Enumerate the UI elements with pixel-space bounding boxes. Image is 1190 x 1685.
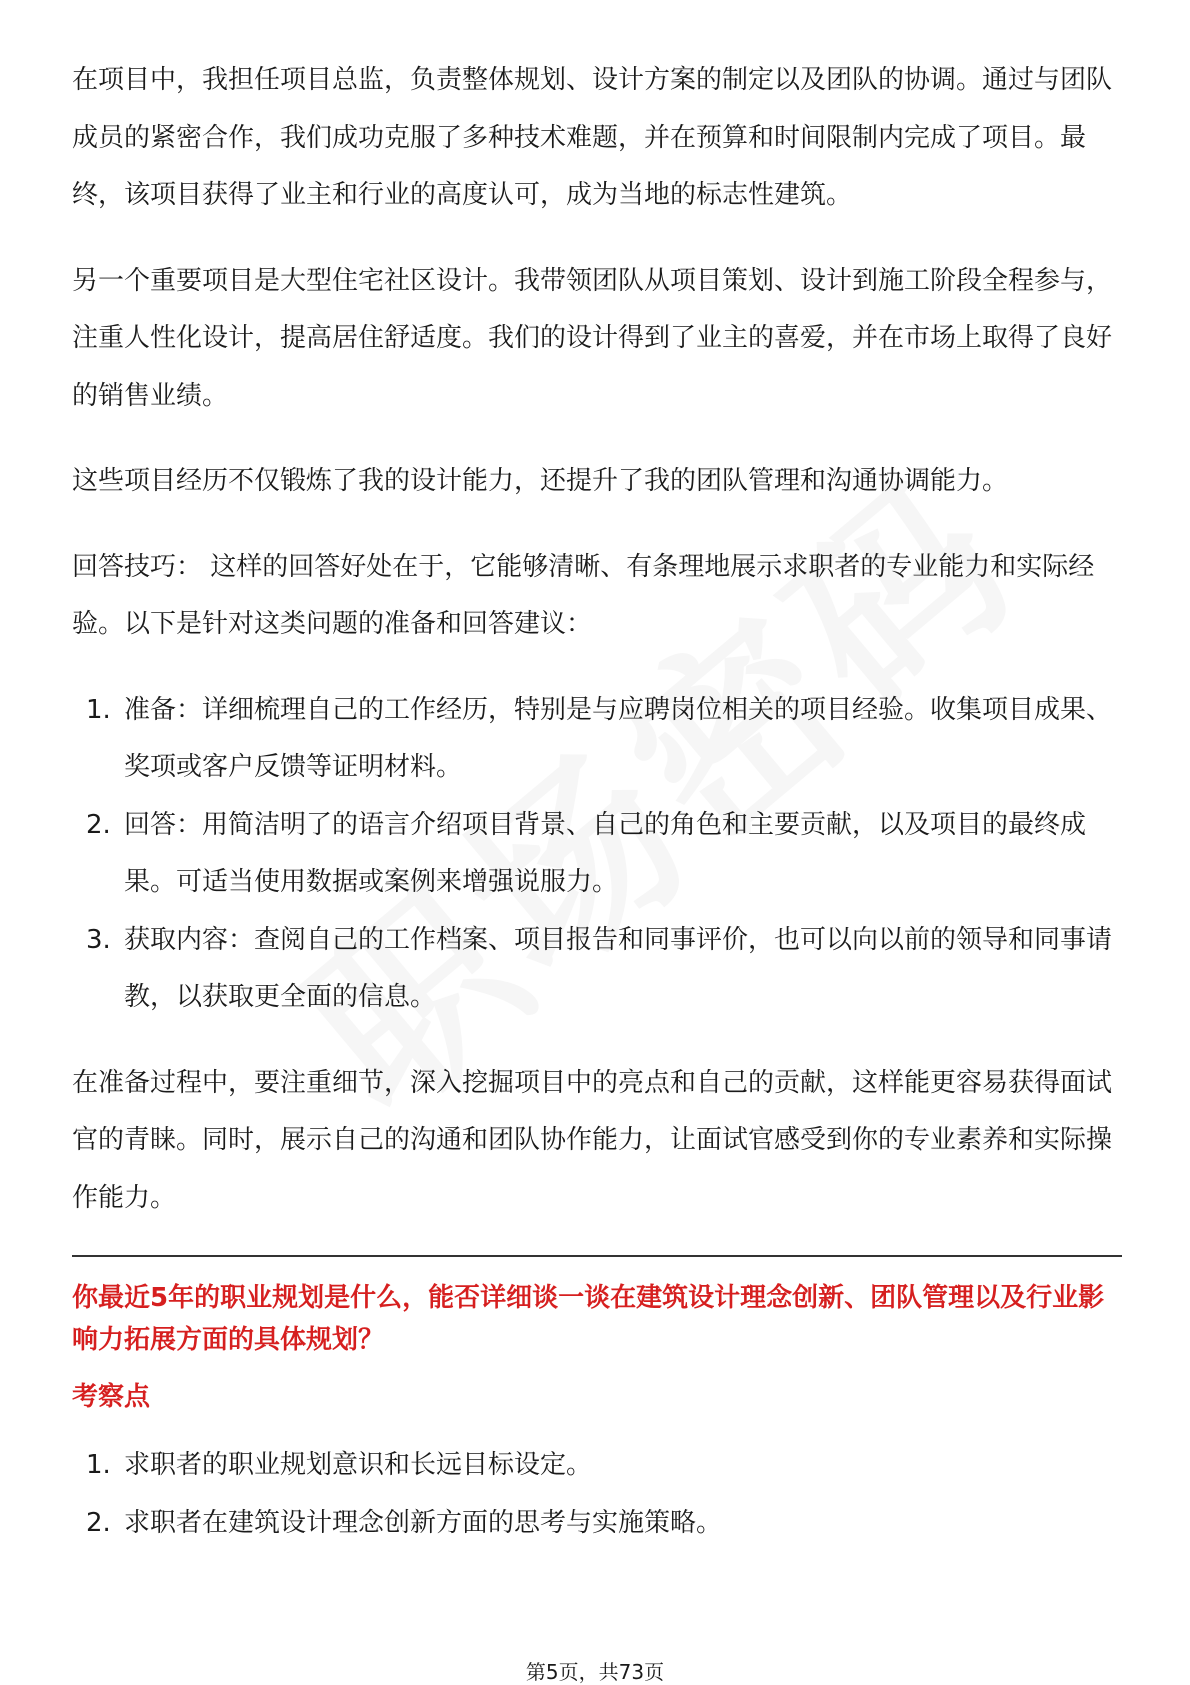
list-item-number: 2.: [86, 809, 111, 840]
paragraph-experience-summary: 这些项目经历不仅锻炼了我的设计能力，还提升了我的团队管理和沟通协调能力。: [72, 466, 1009, 496]
list-item: [72, 797, 1122, 912]
list-item-text: 回答：用简洁明了的语言介绍项目背景、自己的角色和主要贡献，以及项目的最终成果。可适当使用数据或案例来增强说服力。: [124, 809, 1087, 897]
page-footer: 第5页，共73页: [525, 1660, 665, 1684]
list-item: [72, 1437, 1122, 1495]
list-item: [72, 1495, 1122, 1553]
paragraph-preparation-advice: 在准备过程中，要注重细节，深入挖掘项目中的亮点和自己的贡献，这样能更容易获得面试官的青睐。同时，展示自己的沟通和团队协作能力，让面试官感受到你的专业素养和实际操作能力。: [72, 1067, 1113, 1213]
list-item-text: 求职者在建筑设计理念创新方面的思考与实施策略。: [124, 1507, 723, 1538]
list-item-number: 3.: [86, 924, 111, 955]
paragraph-answer-tips: 回答技巧： 这样的回答好处在于，它能够清晰、有条理地展示求职者的专业能力和实际经验。以下是针对这类问题的准备和回答建议：: [72, 551, 1095, 639]
list-item-number: 1.: [86, 1450, 111, 1480]
points-heading: 考察点: [72, 1382, 151, 1412]
points-list: [72, 1437, 1122, 1552]
list-item-text: 准备：详细梳理自己的工作经历，特别是与应聘岗位相关的项目经验。收集项目成果、奖项或客户反馈等证明材料。: [124, 694, 1113, 782]
list-item-text: 求职者的职业规划意识和长远目标设定。: [124, 1450, 593, 1480]
interview-question: 你最近5年的职业规划是什么，能否详细谈一谈在建筑设计理念创新、团队管理以及行业影响力拓展方面的具体规划？: [72, 1283, 1105, 1355]
section-divider: [72, 1255, 1122, 1257]
paragraph-project-director: 在项目中，我担任项目总监，负责整体规划、设计方案的制定以及团队的协调。通过与团队成员的紧密合作，我们成功克服了多种技术难题，并在预算和时间限制内完成了项目。最终，该项目获得了业主和行业的高度认可，成为当地的标志性建筑。: [72, 65, 1113, 210]
list-item-text: 获取内容：查阅自己的工作档案、项目报告和同事评价，也可以向以前的领导和同事请教，以获取更全面的信息。: [124, 924, 1113, 1012]
list-item-number: 1.: [86, 694, 111, 725]
list-item-number: 2.: [86, 1507, 111, 1538]
list-item: [72, 682, 1122, 797]
list-item: [72, 912, 1122, 1027]
tips-list: [72, 682, 1122, 1027]
document-body: [72, 52, 1122, 1580]
paragraph-residential-project: 另一个重要项目是大型住宅社区设计。我带领团队从项目策划、设计到施工阶段全程参与，注重人性化设计，提高居住舒适度。我们的设计得到了业主的喜爱，并在市场上取得了良好的销售业绩。: [72, 265, 1113, 411]
